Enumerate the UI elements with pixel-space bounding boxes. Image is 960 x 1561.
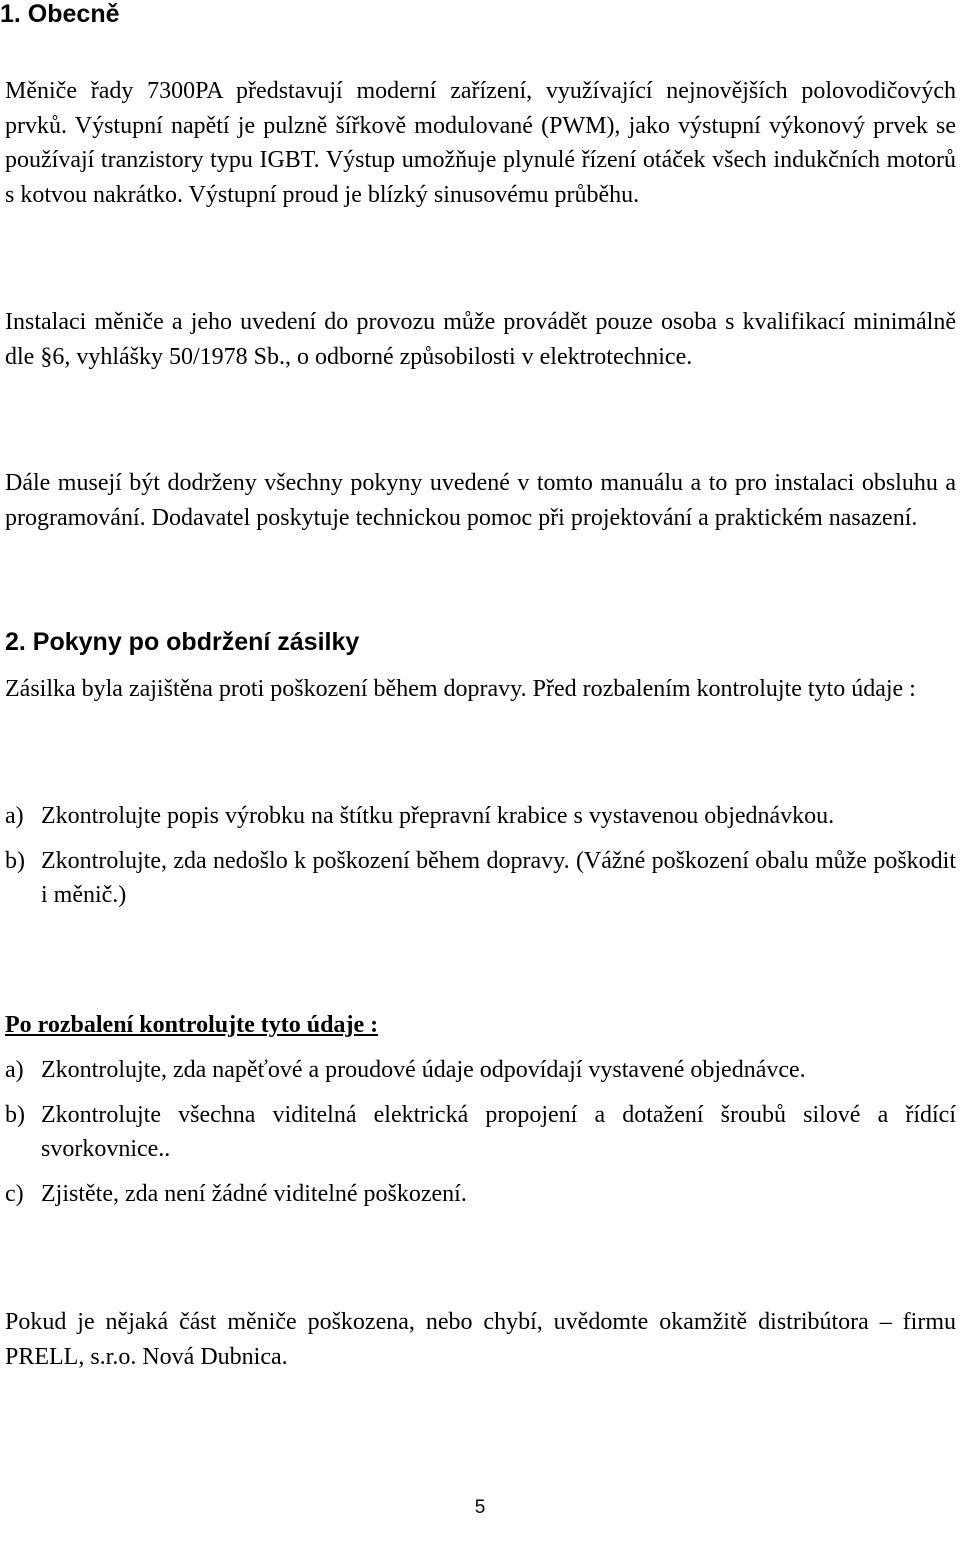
page-number: 5 (474, 1497, 486, 1518)
section-1-paragraph-3: Dále musejí být dodrženy všechny pokyny uvedené v tomto manuálu a to pro instalaci obsluhu a programování. Dodavatel poskytuje technickou pomoc při projektování a praktickém nasazení. (5, 470, 956, 531)
after-check-list (5, 1053, 956, 1211)
list-item (5, 1098, 956, 1167)
section-2-intro: Zásilka byla zajištěna proti poškození během dopravy. Před rozbalením kontrolujte tyto údaje : (5, 676, 916, 702)
list-item (5, 799, 956, 834)
list-item-label: b) (5, 1101, 25, 1128)
list-item-label: a) (5, 1057, 24, 1083)
section-2-heading: 2. Pokyny po obdržení zásilky (5, 628, 360, 656)
check-list (5, 799, 956, 913)
list-item-label: a) (5, 803, 24, 829)
list-item-text: Zkontrolujte všechna viditelná elektrická propojení a dotažení šroubů silové a řídící svorkovnice.. (41, 1101, 956, 1162)
list-item (5, 1053, 956, 1088)
list-item-text: Zkontrolujte popis výrobku na štítku přepravní krabice s vystavenou objednávkou. (41, 803, 835, 829)
list-item-text: Zkontrolujte, zda nedošlo k poškození během dopravy. (Vážné poškození obalu může poškodit i měnič.) (41, 847, 956, 908)
list-item-label: c) (5, 1180, 24, 1207)
list-item (5, 1177, 956, 1212)
section-1-heading: 1. Obecně (0, 0, 120, 28)
list-item-label: b) (5, 847, 25, 874)
list-item-text: Zkontrolujte, zda napěťové a proudové údaje odpovídají vystavené objednávce. (41, 1057, 806, 1083)
closing-paragraph: Pokud je nějaká část měniče poškozena, nebo chybí, uvědomte okamžitě distribútora – firmu PRELL, s.r.o. Nová Dubnica. (5, 1309, 956, 1370)
list-item-text: Zjistěte, zda není žádné viditelné poškození. (41, 1180, 467, 1207)
section-1-paragraph-2: Instalaci měniče a jeho uvedení do provozu může provádět pouze osoba s kvalifikací minimálně dle §6, vyhlášky 50/1978 Sb., o odborné způsobilosti v elektrotechnice. (5, 309, 956, 370)
list-item (5, 844, 956, 913)
after-unpacking-heading: Po rozbalení kontrolujte tyto údaje : (5, 1012, 379, 1038)
section-1-paragraph-1: Měniče řady 7300PA představují moderní zařízení, využívající nejnovějších polovodičových prvků. Výstupní napětí je pulzně šířkově modulované (PWM), jako výstupní výkonový prvek se používají tranzistory typu IGBT. Výstup umožňuje plynulé řízení otáček všech indukčních motorů s kotvou nakrátko. Výstupní proud je blízký sinusovému průběhu. (5, 78, 956, 208)
